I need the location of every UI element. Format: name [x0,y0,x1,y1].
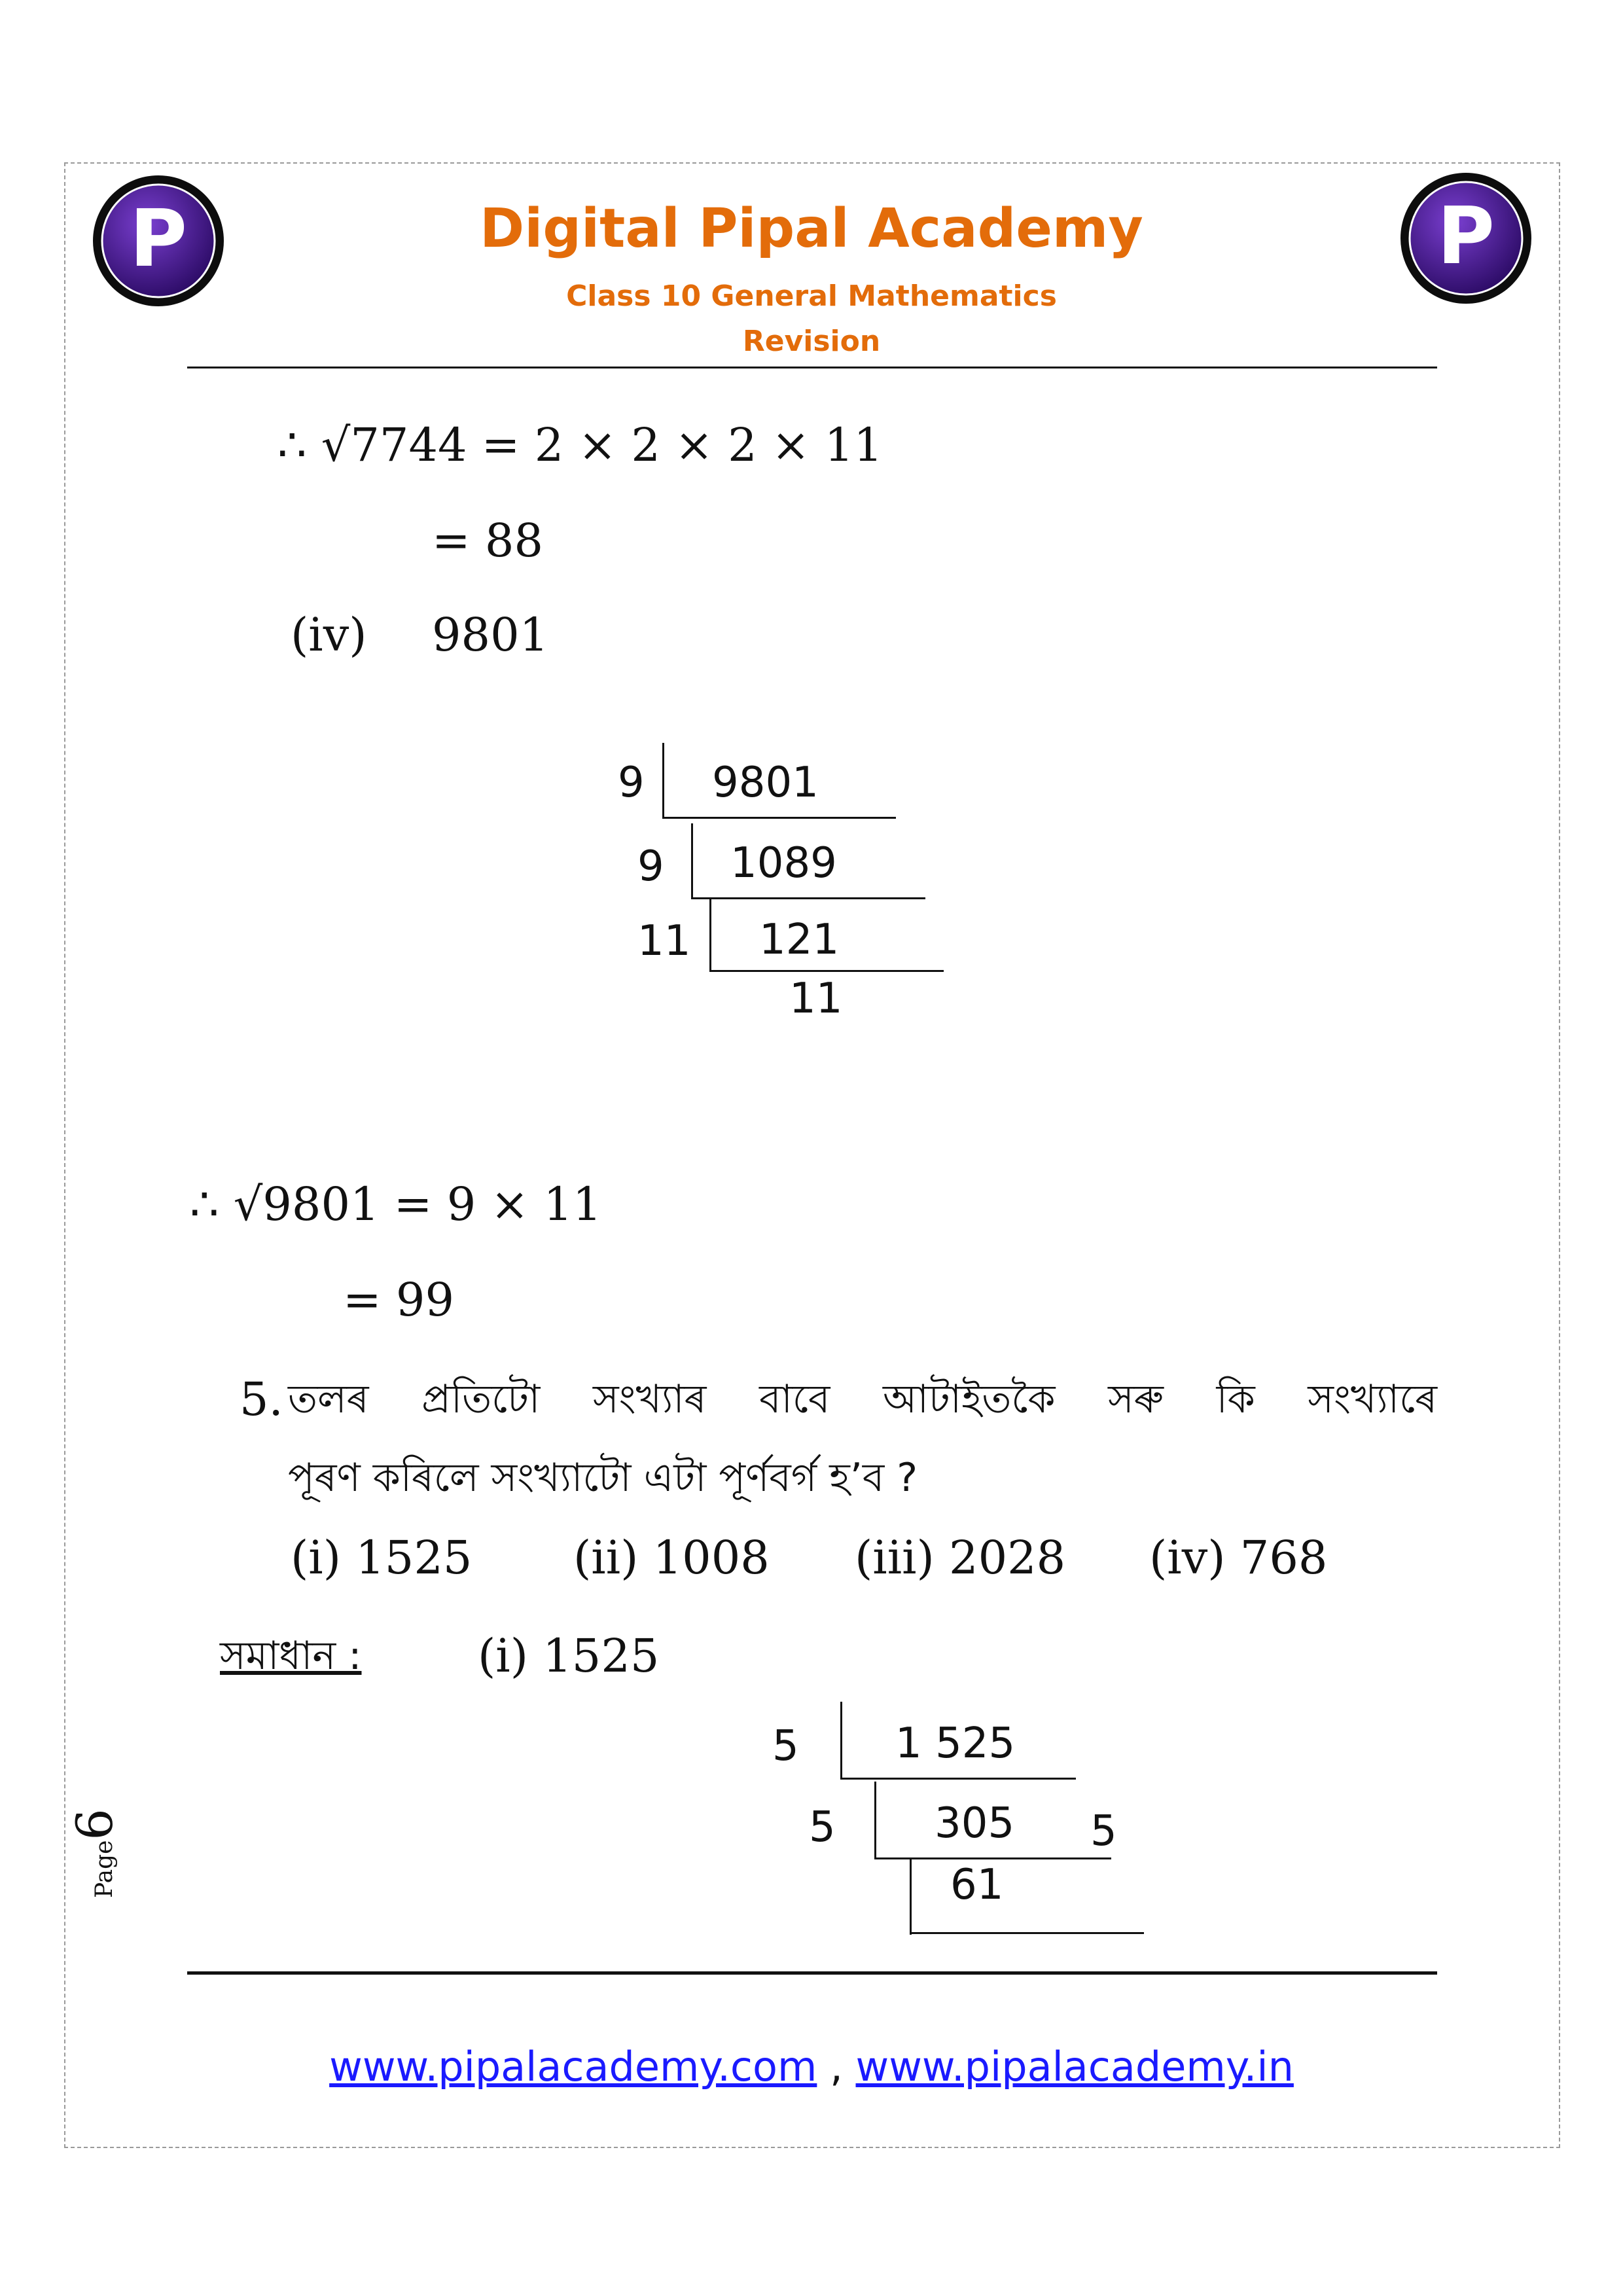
div1-divisor: 9 [618,759,645,807]
page-number [65,1808,144,1898]
div1-underline [662,817,896,819]
solution-item-i: (i) 1525 [478,1629,660,1683]
header-subtitle: Class 10 General Mathematics [566,279,1057,313]
question-5-line2: পূৰণ কৰিলে সংখ্যাটো এটা পূৰ্ণবৰ্গ হ’ব ? [288,1455,918,1501]
div1-underline [691,897,925,899]
div1-quotient: 11 [789,975,843,1023]
footer-links [0,2041,1623,2093]
div1-bar [691,823,693,899]
option-ii: (ii) 1008 [573,1531,770,1585]
page-number-value: 6 [65,1808,124,1840]
item-iv-value: 9801 [432,608,549,662]
div2-divisor: 5 [772,1722,799,1770]
option-iii: (iii) 2028 [855,1531,1066,1585]
option-i: (i) 1525 [291,1531,473,1585]
solution-label: সমাধান : [220,1633,362,1679]
div2-bar [840,1702,842,1779]
equation-result-88: = 88 [432,514,543,567]
equation-result-99: = 99 [343,1273,454,1327]
equation-sqrt-7744: ∴ √7744 = 2 × 2 × 2 × 11 [277,418,883,472]
item-iv-label: (iv) [291,608,367,662]
div2-dividend: 1 525 [895,1719,1016,1768]
footer-rule [187,1971,1437,1975]
div2-bar [910,1859,912,1935]
header-rule [187,367,1437,368]
div1-bar [709,898,711,972]
div2-bar [874,1782,876,1859]
header-revision: Revision [742,325,881,358]
logo-right-letter: P [1437,191,1495,282]
div2-divisor: 5 [809,1803,836,1852]
header-title: Digital Pipal Academy [480,198,1143,260]
div2-underline [910,1932,1144,1934]
div1-bar [662,743,664,819]
footer-separator: , [830,2043,843,2090]
logo-left-letter: P [130,194,187,285]
div2-underline [840,1778,1076,1780]
footer-link-in[interactable]: www.pipalacademy.in [855,2043,1294,2090]
div2-dividend: 305 [935,1799,1015,1848]
question-5-number: 5. [240,1372,283,1426]
question-5-line1: তলৰ প্ৰতিটো সংখ্যাৰ বাবে আটাইতকৈ সৰু কি সংখ্যাৰে [288,1376,1437,1422]
div1-dividend: 121 [759,916,840,964]
div1-underline [709,970,944,972]
div1-divisor: 11 [637,917,691,965]
div2-quotient: 61 [950,1861,1004,1909]
div1-dividend: 9801 [712,759,819,807]
div2-extra-factor: 5 [1090,1807,1117,1856]
footer-link-com[interactable]: www.pipalacademy.com [329,2043,817,2090]
page-label-text: Page [91,1840,118,1898]
equation-sqrt-9801: ∴ √9801 = 9 × 11 [190,1177,602,1231]
div1-dividend: 1089 [730,839,837,888]
option-iv: (iv) 768 [1149,1531,1328,1585]
div1-divisor: 9 [637,842,664,891]
